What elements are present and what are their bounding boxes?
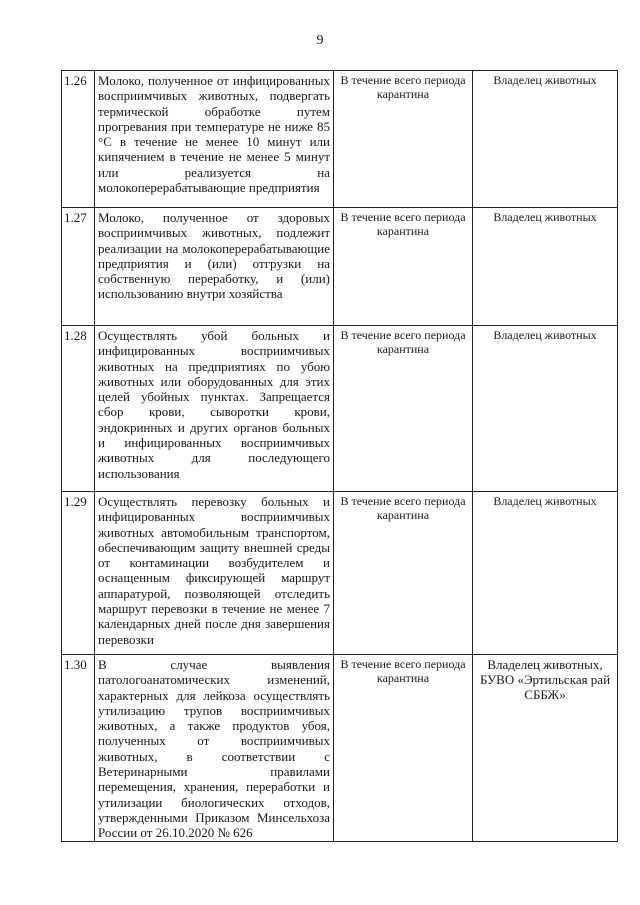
measure-responsible: Владелец животных, БУВО «Эртильская рай СББЖ» — [473, 655, 618, 842]
table-row — [62, 208, 618, 326]
measure-description: В случае выявления патологоанатомических изменений, характерных для лейкоза осуществлять утилизацию трупов восприимчивых животных, а также продуктов убоя, полученных от восприимчивых животных, в соответствии с Ветеринарными правилами перемещения, хранения, переработки и утилизации биологических отходов, утвержденными Приказом Минсельхоза России от 26.10.2020 № 626 — [95, 655, 334, 842]
row-number: 1.27 — [62, 208, 95, 326]
measure-responsible: Владелец животных — [473, 326, 618, 492]
measure-description: Осуществлять перевозку больных и инфицированных восприимчивых животных автомобильным транспортом, обеспечивающим защиту внешней среды от контаминации возбудителем и оснащенным фиксирующей маршрут аппаратурой, позволяющей отследить маршрут перевозки в течение не менее 7 календарных дней после дня завершения перевозки — [95, 492, 334, 655]
measures-table — [61, 70, 618, 842]
row-number: 1.29 — [62, 492, 95, 655]
measure-term: В течение всего периода карантина — [334, 492, 473, 655]
measure-term: В течение всего периода карантина — [334, 655, 473, 842]
measure-description: Молоко, полученное от инфицированных восприимчивых животных, подвергать термической обработке путем прогревания при температуре не ниже 85 °С в течение не менее 10 минут или кипячением в течение не менее 5 минут или реализуется на молокоперерабатывающие предприятия — [95, 71, 334, 208]
page-number: 9 — [316, 33, 324, 48]
row-number: 1.26 — [62, 71, 95, 208]
measure-description: Молоко, полученное от здоровых восприимчивых животных, подлежит реализации на молокоперерабатывающие предприятия и (или) отгрузки на собственную переработку, и (или) использованию внутри хозяйства — [95, 208, 334, 326]
measure-responsible: Владелец животных — [473, 208, 618, 326]
table-row — [62, 492, 618, 655]
row-number: 1.28 — [62, 326, 95, 492]
measure-term: В течение всего периода карантина — [334, 71, 473, 208]
measure-term: В течение всего периода карантина — [334, 326, 473, 492]
table-row — [62, 326, 618, 492]
measure-description: Осуществлять убой больных и инфицированных восприимчивых животных на предприятиях по убою животных или оборудованных для этих целей убойных пунктах. Запрещается сбор крови, сыворотки крови, эндокринных и других органов больных и инфицированных восприимчивых животных для последующего использования — [95, 326, 334, 492]
measure-responsible: Владелец животных — [473, 492, 618, 655]
measure-term: В течение всего периода карантина — [334, 208, 473, 326]
table-row — [62, 655, 618, 842]
table-row — [62, 71, 618, 208]
measure-responsible: Владелец животных — [473, 71, 618, 208]
row-number: 1.30 — [62, 655, 95, 842]
